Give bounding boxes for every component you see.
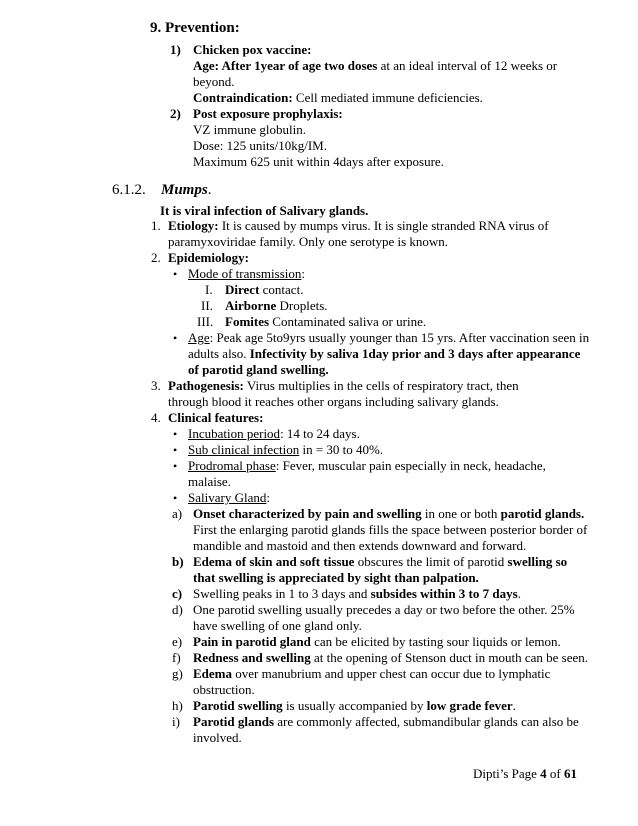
list-item: that swelling is appreciated by sight than palpation. bbox=[193, 570, 479, 585]
list-number: I. bbox=[205, 282, 213, 297]
list-number: c) bbox=[172, 586, 183, 601]
list-item: paramyxoviridae family. Only one serotype is known. bbox=[168, 234, 449, 249]
list-item: Maximum 625 unit within 4days after exposure. bbox=[193, 154, 444, 169]
list-item: of parotid gland swelling. bbox=[188, 362, 329, 377]
section-title: Mumps. bbox=[161, 182, 212, 198]
list-item: Redness and swelling at the opening of Stenson duct in mouth can be seen. bbox=[193, 650, 589, 665]
list-item: Airborne Droplets. bbox=[225, 298, 328, 313]
list-item: Etiology: It is caused by mumps virus. It is single stranded RNA virus of bbox=[168, 218, 549, 233]
list-number: III. bbox=[197, 314, 214, 329]
list-number: 2) bbox=[170, 106, 181, 121]
list-item: Edema of skin and soft tissue obscures the limit of parotid swelling so bbox=[193, 554, 568, 569]
list-number: i) bbox=[172, 714, 180, 729]
list-number: f) bbox=[172, 650, 181, 665]
section-number: 6.1.2. bbox=[112, 182, 146, 198]
list-number: 1. bbox=[151, 218, 161, 233]
list-number: 2. bbox=[151, 250, 161, 265]
epidemiology-title: Epidemiology: bbox=[168, 250, 249, 265]
list-number: II. bbox=[201, 298, 213, 313]
list-number: d) bbox=[172, 602, 183, 617]
intro-text: It is viral infection of Salivary glands. bbox=[160, 203, 369, 218]
list-item: Onset characterized by pain and swelling in one or both parotid glands. bbox=[193, 506, 585, 521]
list-item: First the enlarging parotid glands fills the space between posterior border of bbox=[193, 522, 588, 537]
list-item: One parotid swelling usually precedes a day or two before the other. 25% bbox=[193, 602, 575, 617]
list-item: Prodromal phase: Fever, muscular pain especially in neck, headache, bbox=[188, 458, 546, 473]
list-item: Sub clinical infection in = 30 to 40%. bbox=[188, 442, 384, 457]
list-number: e) bbox=[172, 634, 183, 649]
list-item: involved. bbox=[193, 730, 242, 745]
list-item: obstruction. bbox=[193, 682, 255, 697]
list-number: g) bbox=[172, 666, 183, 681]
prevention-heading: 9. Prevention: bbox=[150, 20, 240, 36]
list-item: Parotid swelling is usually accompanied by low grade fever. bbox=[193, 698, 516, 713]
bullet-icon: • bbox=[173, 443, 178, 457]
list-item: Fomites Contaminated saliva or urine. bbox=[225, 314, 427, 329]
list-item: Age: Peak age 5to9yrs usually younger than 15 yrs. After vaccination seen in bbox=[188, 330, 590, 345]
list-number: 1) bbox=[170, 42, 181, 57]
list-number: 4. bbox=[151, 410, 161, 425]
list-number: h) bbox=[172, 698, 183, 713]
list-item: mandible and mastoid and then extends downward and forward. bbox=[193, 538, 527, 553]
list-item: Direct contact. bbox=[225, 282, 304, 297]
list-item: Mode of transmission: bbox=[188, 266, 306, 281]
clinical-features-title: Clinical features: bbox=[168, 410, 264, 425]
list-number: b) bbox=[172, 554, 184, 569]
list-item: Salivary Gland: bbox=[188, 490, 270, 505]
list-item: beyond. bbox=[193, 74, 235, 89]
list-number: a) bbox=[172, 506, 183, 521]
list-number: 3. bbox=[151, 378, 161, 393]
bullet-icon: • bbox=[173, 459, 178, 473]
list-item: VZ immune globulin. bbox=[193, 122, 307, 137]
vaccine-title: Chicken pox vaccine: bbox=[193, 42, 312, 57]
list-item: Incubation period: 14 to 24 days. bbox=[188, 426, 360, 441]
bullet-icon: • bbox=[173, 427, 178, 441]
list-item: Edema over manubrium and upper chest can occur due to lymphatic bbox=[193, 666, 551, 681]
list-item: Pathogenesis: Virus multiplies in the cells of respiratory tract, then bbox=[168, 378, 519, 393]
bullet-icon: • bbox=[173, 491, 178, 505]
prophylaxis-title: Post exposure prophylaxis: bbox=[193, 106, 343, 121]
list-item: malaise. bbox=[188, 474, 231, 489]
list-item: adults also. Infectivity by saliva 1day prior and 3 days after appearance bbox=[188, 346, 581, 361]
page-footer: Dipti’s Page 4 of 61 bbox=[472, 766, 577, 781]
list-item: Age: After 1year of age two doses at an ideal interval of 12 weeks or bbox=[193, 58, 558, 73]
list-item: through blood it reaches other organs including salivary glands. bbox=[168, 394, 499, 409]
list-item: Parotid glands are commonly affected, submandibular glands can also be bbox=[193, 714, 579, 729]
bullet-icon: • bbox=[173, 331, 178, 345]
bullet-icon: • bbox=[173, 267, 178, 281]
list-item: have swelling of one gland only. bbox=[193, 618, 362, 633]
list-item: Pain in parotid gland can be elicited by tasting sour liquids or lemon. bbox=[193, 634, 561, 649]
list-item: Contraindication: Cell mediated immune deficiencies. bbox=[193, 90, 483, 105]
list-item: Swelling peaks in 1 to 3 days and subsides within 3 to 7 days. bbox=[193, 586, 521, 601]
list-item: Dose: 125 units/10kg/IM. bbox=[193, 138, 327, 153]
